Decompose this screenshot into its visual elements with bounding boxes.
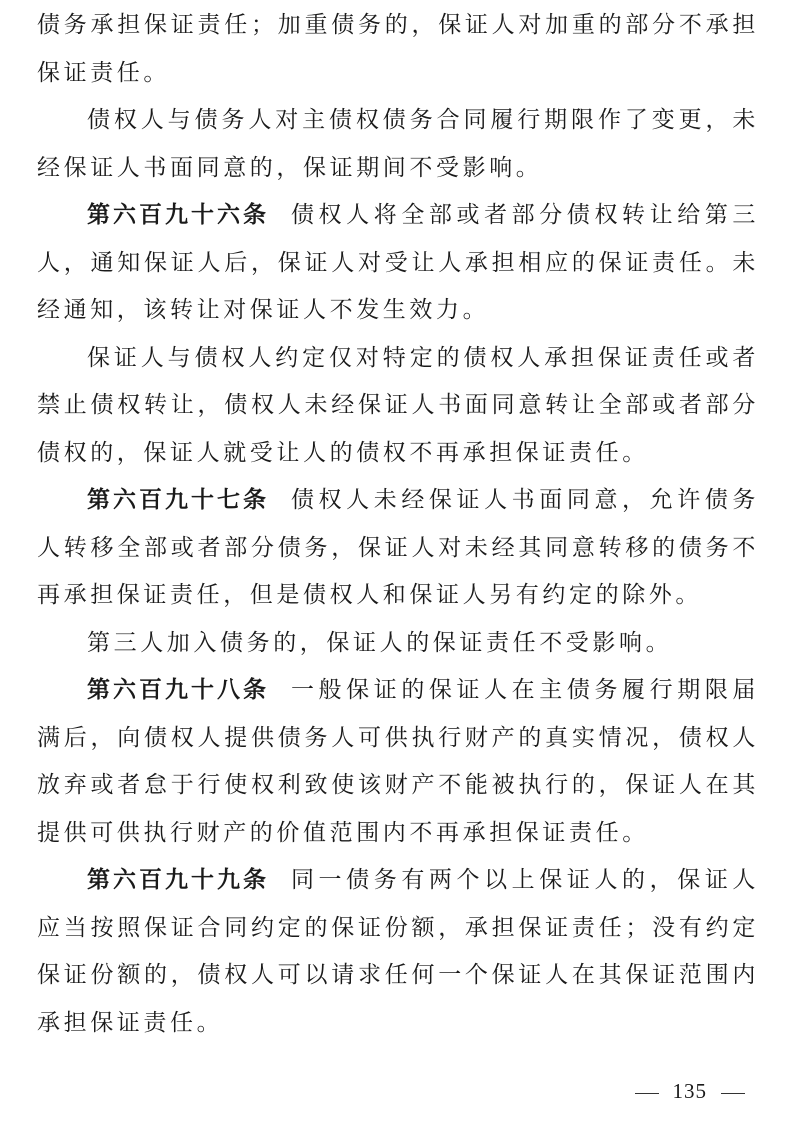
footer-dash-left — [635, 1093, 659, 1094]
paragraph-2-text: 债权人与债务人对主债权债务合同履行期限作了变更，未经保证人书面同意的，保证期间不受影响。 — [37, 107, 759, 181]
article-698-text: 一般保证的保证人在主债务履行期限届满后，向债权人提供债务人可供执行财产的真实情况，债权人放弃或者怠于行使权利致使该财产不能被执行的，保证人在其提供可供执行财产的价值范围内不再承担保证责任。 — [37, 677, 760, 846]
footer-dash-right — [721, 1093, 745, 1094]
paragraph-6-text: 第三人加入债务的，保证人的保证责任不受影响。 — [87, 629, 673, 656]
article-697 — [37, 477, 759, 620]
paragraph-1-text: 债务承担保证责任；加重债务的，保证人对加重的部分不承担保证责任。 — [37, 12, 759, 86]
paragraph-2 — [37, 97, 759, 192]
paragraph-4 — [37, 335, 759, 478]
page-footer — [621, 1079, 760, 1104]
article-698 — [37, 667, 759, 857]
article-696-number: 第六百九十六条 — [87, 202, 269, 228]
article-696 — [37, 192, 759, 335]
document-body — [37, 2, 759, 1047]
article-699-number: 第六百九十九条 — [87, 867, 269, 893]
article-699-text: 同一债务有两个以上保证人的，保证人应当按照保证合同约定的保证份额，承担保证责任；没有约定保证份额的，债权人可以请求任何一个保证人在其保证范围内承担保证责任。 — [37, 867, 760, 1036]
paragraph-4-text: 保证人与债权人约定仅对特定的债权人承担保证责任或者禁止债权转让，债权人未经保证人书面同意转让全部或者部分债权的，保证人就受让人的债权不再承担保证责任。 — [37, 344, 759, 466]
article-698-number: 第六百九十八条 — [87, 677, 269, 703]
paragraph-1 — [37, 2, 759, 97]
page-number: 135 — [672, 1079, 707, 1103]
article-699 — [37, 857, 759, 1047]
article-696-text: 债权人将全部或者部分债权转让给第三人，通知保证人后，保证人对受让人承担相应的保证责任。未经通知，该转让对保证人不发生效力。 — [37, 202, 760, 323]
article-697-number: 第六百九十七条 — [87, 487, 269, 513]
document-page — [37, 0, 759, 1122]
paragraph-6 — [37, 620, 759, 668]
article-697-text: 债权人未经保证人书面同意，允许债务人转移全部或者部分债务，保证人对未经其同意转移的债务不再承担保证责任，但是债权人和保证人另有约定的除外。 — [37, 487, 760, 608]
